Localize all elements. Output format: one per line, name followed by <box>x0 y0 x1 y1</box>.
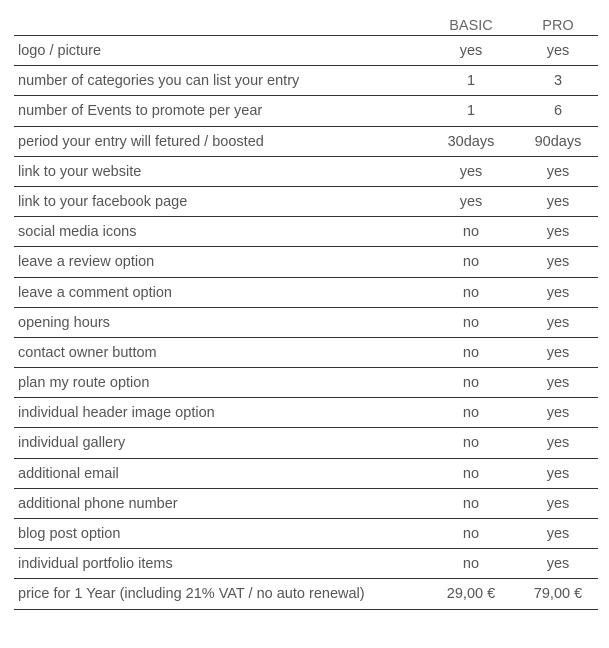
feature-label: link to your website <box>18 163 142 180</box>
feature-label: contact owner buttom <box>18 344 157 361</box>
basic-value: yes <box>459 163 483 180</box>
feature-label: leave a comment option <box>18 284 172 301</box>
basic-value: no <box>462 254 480 271</box>
pro-value: yes <box>546 163 570 180</box>
feature-label: link to your facebook page <box>18 193 188 210</box>
table-row <box>14 427 598 457</box>
basic-value: no <box>462 495 480 512</box>
basic-value: no <box>462 284 480 301</box>
basic-value: 29,00 € <box>446 586 496 603</box>
feature-label: logo / picture <box>18 43 102 59</box>
pro-value: yes <box>546 43 570 59</box>
basic-value: yes <box>459 43 483 59</box>
feature-label: individual gallery <box>18 435 126 452</box>
pro-value: 79,00 € <box>533 586 583 603</box>
pro-value: 90days <box>534 133 582 150</box>
table-row <box>14 126 598 156</box>
feature-label: period your entry will fetured / boosted <box>18 133 264 150</box>
pro-value: yes <box>546 465 570 482</box>
table-row <box>14 307 598 337</box>
feature-label: opening hours <box>18 314 110 331</box>
pro-value: yes <box>546 556 570 573</box>
feature-label: social media icons <box>18 224 137 241</box>
pro-value: yes <box>546 526 570 542</box>
feature-label: plan my route option <box>18 375 150 392</box>
basic-value: no <box>462 344 480 361</box>
table-row <box>14 458 598 488</box>
basic-value: 1 <box>466 73 476 90</box>
table-row <box>14 186 598 216</box>
basic-value: no <box>462 465 480 482</box>
pro-value: yes <box>546 284 570 301</box>
pro-value: yes <box>546 224 570 241</box>
basic-value: 30days <box>447 133 495 150</box>
comparison-table <box>14 14 598 610</box>
table-row <box>14 246 598 276</box>
basic-value: 1 <box>466 103 476 120</box>
pro-value: yes <box>546 254 570 271</box>
feature-label: price for 1 Year (including 21% VAT / no auto renewal) <box>18 586 365 603</box>
pro-value: yes <box>546 193 570 210</box>
pro-value: yes <box>546 375 570 392</box>
feature-label: additional phone number <box>18 495 178 512</box>
pro-value: yes <box>546 435 570 452</box>
table-row <box>14 367 598 397</box>
basic-value: no <box>462 556 480 573</box>
basic-value: no <box>462 526 480 542</box>
pro-value: yes <box>546 405 570 422</box>
basic-value: no <box>462 224 480 241</box>
table-row <box>14 578 598 610</box>
basic-value: no <box>462 405 480 422</box>
pro-value: 6 <box>553 103 563 120</box>
pro-value: yes <box>546 495 570 512</box>
table-row <box>14 337 598 367</box>
feature-label: additional email <box>18 465 119 482</box>
basic-value: no <box>462 314 480 331</box>
pro-value: yes <box>546 344 570 361</box>
table-row <box>14 488 598 518</box>
column-header-basic: BASIC <box>449 18 493 34</box>
feature-label: individual portfolio items <box>18 556 173 573</box>
table-row <box>14 35 598 65</box>
table-body <box>14 35 598 610</box>
table-row <box>14 65 598 95</box>
pro-value: yes <box>546 314 570 331</box>
feature-label: number of Events to promote per year <box>18 103 263 120</box>
pro-value: 3 <box>553 73 563 90</box>
feature-label: leave a review option <box>18 254 155 271</box>
table-row <box>14 518 598 548</box>
table-row <box>14 548 598 578</box>
feature-label: individual header image option <box>18 405 215 422</box>
table-row <box>14 397 598 427</box>
basic-value: no <box>462 435 480 452</box>
feature-label: number of categories you can list your entry <box>18 73 300 90</box>
basic-value: yes <box>459 193 483 210</box>
table-row <box>14 216 598 246</box>
basic-value: no <box>462 375 480 392</box>
table-row <box>14 277 598 307</box>
table-header <box>14 14 598 35</box>
table-row <box>14 156 598 186</box>
table-row <box>14 95 598 125</box>
feature-label: blog post option <box>18 526 121 542</box>
column-header-pro: PRO <box>542 18 574 34</box>
